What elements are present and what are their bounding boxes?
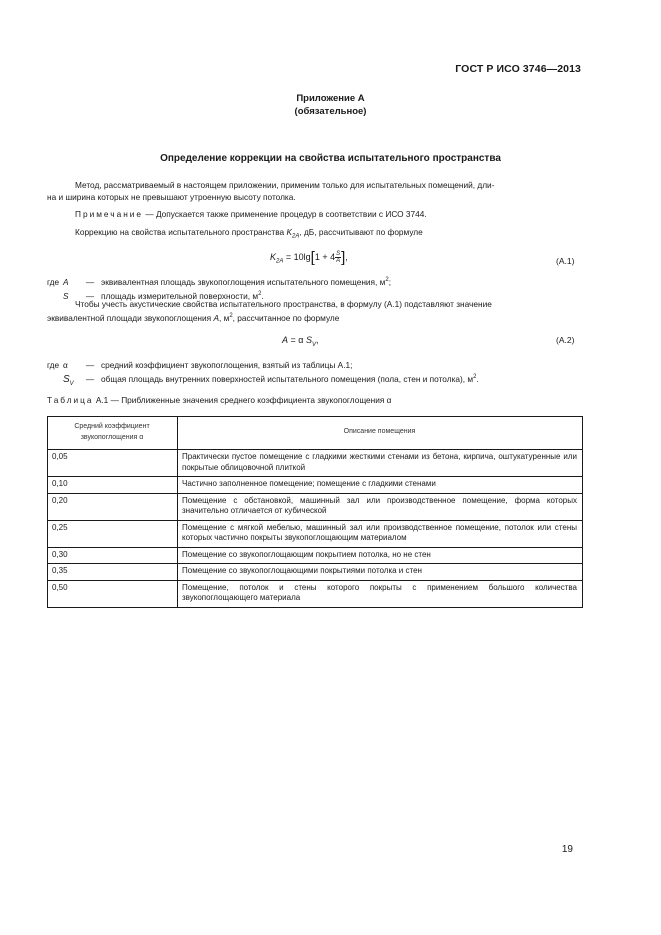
table-cell-description: Помещение с обстановкой, машинный зал или производственное помещение, форма которых значительно отличается от кубической	[178, 493, 583, 520]
k2a-intro	[75, 226, 583, 243]
definition-text: общая площадь внутренних поверхностей испытательного помещения (пола, стен и потолка), м	[101, 373, 474, 384]
definition-sup: 2	[258, 290, 262, 297]
definition-row	[47, 274, 583, 288]
table-cell-description: Частично заполненное помещение; помещение с гладкими стенами	[178, 477, 583, 494]
table-caption-text: А.1 — Приближенные значения среднего коэффициента звукопоглощения α	[93, 395, 392, 405]
definitions-a2	[47, 359, 583, 390]
bracket-open-icon: [	[310, 249, 315, 266]
formula-a2-eq: = α	[288, 335, 306, 345]
table-row	[48, 477, 583, 494]
para2-pre: эквивалентной площади звукопоглощения	[47, 312, 214, 323]
definition-end: .	[476, 373, 479, 384]
formula-a2-tail: ,	[316, 335, 319, 345]
definition-term-sub: V	[69, 380, 74, 387]
para2-line-1: Чтобы учесть акустические свойства испытательного пространства, в формулу (А.1) подставляют значение	[75, 299, 492, 309]
para2-post: , рассчитанное по формуле	[232, 312, 340, 323]
para2-sup: 2	[229, 313, 233, 319]
definition-end: .	[261, 290, 264, 301]
table-header-description: Описание помещения	[178, 417, 583, 450]
table-header-row	[48, 417, 583, 450]
note-label: Примечание	[75, 209, 144, 219]
annex-heading	[0, 92, 661, 118]
para2-symbol: A	[213, 312, 219, 323]
table-header-alpha: Средний коэффициент звукопоглощения α	[48, 417, 178, 450]
formula-a1-eq: = 10lg	[283, 251, 311, 262]
definition-row	[47, 371, 583, 390]
table-row	[48, 564, 583, 581]
intro-line-2: на и ширина которых не превышают утроенную высоту потолка.	[47, 192, 296, 202]
section-title: Определение коррекции на свойства испытательного пространства	[160, 153, 501, 164]
annex-title: Приложение А	[296, 93, 365, 104]
definition-prefix: где	[47, 360, 60, 370]
definition-sup: 2	[385, 277, 389, 283]
table-cell-alpha: 0,50	[48, 580, 178, 607]
table-cell-description: Помещение, потолок и стены которого покрыты с применением большого количества звукопоглощающего материала	[178, 580, 583, 607]
table-row	[48, 547, 583, 564]
equation-number-a1: (А.1)	[556, 256, 575, 266]
formula-a1-tail: ,	[345, 251, 348, 262]
table-cell-alpha: 0,30	[48, 547, 178, 564]
table-cell-description: Помещение со звукопоглощающим покрытием потолка, но не стен	[178, 547, 583, 564]
definition-text: площадь измерительной поверхности, м	[101, 290, 259, 301]
definition-row	[47, 359, 583, 371]
formula-a1-lhs-sub: 2A	[276, 258, 284, 265]
note-text: — Допускается также применение процедур в соответствии с ИСО 3744.	[143, 209, 427, 219]
table-row	[48, 520, 583, 547]
definition-prefix: где	[47, 276, 60, 287]
table-cell-alpha: 0,10	[48, 477, 178, 494]
table-row	[48, 450, 583, 477]
table-cell-alpha: 0,25	[48, 520, 178, 547]
k2a-intro-suffix: , дБ, рассчитывают по формуле	[299, 227, 423, 237]
table-cell-description: Помещение со звукопоглощающими покрытиями потолка и стен	[178, 564, 583, 581]
document-code-header: ГОСТ Р ИСО 3746—2013	[455, 63, 581, 75]
formula-a1-lhs: K	[270, 251, 277, 262]
definition-term	[63, 374, 79, 390]
bracket-close-icon: ]	[341, 249, 346, 266]
k2a-symbol: K	[286, 227, 292, 237]
definition-dash: —	[85, 360, 95, 370]
definition-text: эквивалентная площадь звукопоглощения испытательного помещения, м	[101, 276, 386, 287]
formula-a1	[270, 249, 348, 266]
table-cell-alpha: 0,20	[48, 493, 178, 520]
definition-term: α	[63, 360, 68, 370]
fraction-denominator: A	[336, 258, 341, 264]
equation-number-a2: (А.2)	[556, 335, 575, 345]
table-cell-alpha: 0,05	[48, 450, 178, 477]
formula-a2-lhs: A	[282, 335, 289, 345]
definition-dash: —	[85, 276, 95, 287]
page-number: 19	[561, 844, 573, 855]
para2-line-2	[47, 310, 583, 324]
note-paragraph	[75, 208, 583, 221]
table-cell-description: Практически пустое помещение с гладкими жесткими стенами из бетона, кирпича, оштукатуренные или покрытые облицовочной плиткой	[178, 450, 583, 477]
intro-line-1: Метод, рассматриваемый в настоящем приложении, применим только для испытательных помещений, дли-	[75, 180, 495, 190]
annex-status: (обязательное)	[294, 106, 367, 117]
definition-dash: —	[85, 373, 95, 384]
table-row	[48, 493, 583, 520]
definition-term-symbol: S	[63, 373, 70, 385]
table-cell-description: Помещение с мягкой мебелью, машинный зал или производственное помещение, потолок или стены которых частично покрыты звукопоглощающим материалом	[178, 520, 583, 547]
absorption-table	[47, 416, 583, 608]
definition-term: S	[63, 290, 69, 301]
formula-a1-inner: 1 + 4	[314, 251, 336, 262]
fraction-numerator: S	[336, 251, 341, 257]
definition-text: средний коэффициент звукопоглощения, взятый из таблицы А.1;	[101, 360, 353, 370]
definition-dash: —	[85, 290, 95, 301]
formula-a2	[282, 335, 319, 348]
table-row	[48, 580, 583, 607]
definition-end: ;	[388, 276, 391, 287]
k2a-symbol-sub: 2A	[292, 233, 300, 240]
definition-sup: 2	[473, 374, 477, 380]
para2-mid: , м	[219, 312, 230, 323]
table-cell-alpha: 0,35	[48, 564, 178, 581]
table-caption-label: Таблица	[47, 395, 94, 405]
table-caption	[47, 394, 583, 407]
definition-term: A	[63, 276, 69, 287]
formula-a2-s-sub: V	[312, 341, 317, 348]
k2a-intro-prefix: Коррекцию на свойства испытательного пространства	[75, 227, 287, 237]
formula-a2-s: S	[305, 335, 312, 345]
